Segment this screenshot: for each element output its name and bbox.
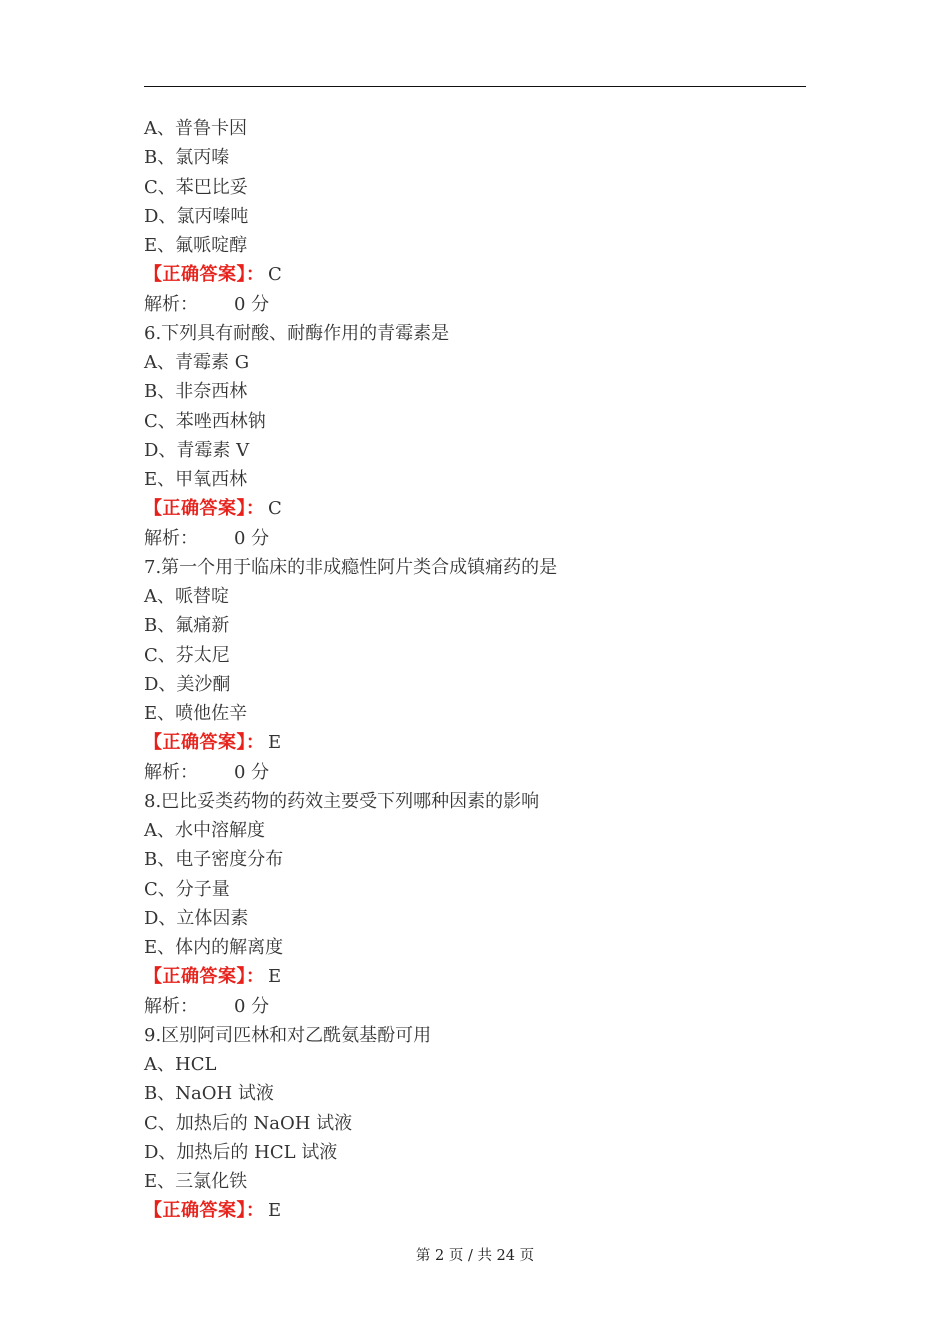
question-stem: 9.区别阿司匹林和对乙酰氨基酚可用 xyxy=(144,1024,432,1046)
correct-answer-line xyxy=(144,1196,806,1225)
correct-answer-colon: ： xyxy=(246,498,264,520)
correct-answer-label: 【正确答案】 xyxy=(144,732,246,754)
answer-option: E、喷他佐辛 xyxy=(144,703,248,724)
correct-answer-label: 【正确答案】 xyxy=(144,1200,246,1222)
answer-option: D、氯丙嗪吨 xyxy=(144,205,249,227)
analysis-score: 0 分 xyxy=(234,527,270,549)
correct-answer-colon: ： xyxy=(246,1200,264,1222)
answer-option: E、三氯化铁 xyxy=(144,1171,248,1192)
question-stem: 6.下列具有耐酸、耐酶作用的青霉素是 xyxy=(144,322,450,344)
answer-option: C、苯唑西林钠 xyxy=(144,410,266,432)
answer-option: A、HCL xyxy=(144,1054,217,1075)
question-content xyxy=(144,114,806,1226)
correct-answer-label: 【正确答案】 xyxy=(144,966,246,988)
correct-answer-value: C xyxy=(268,264,282,286)
answer-option: D、美沙酮 xyxy=(144,673,231,695)
page-footer: 第 2 页 / 共 24 页 xyxy=(415,1248,535,1264)
answer-option: C、芬太尼 xyxy=(144,644,230,666)
analysis-line xyxy=(144,992,806,1021)
analysis-line xyxy=(144,524,806,553)
correct-answer-value: C xyxy=(268,498,282,520)
analysis-label: 解析： xyxy=(144,995,198,1017)
answer-option: D、加热后的 HCL 试液 xyxy=(144,1141,338,1163)
answer-option: B、非奈西林 xyxy=(144,381,248,403)
answer-option: B、NaOH 试液 xyxy=(144,1083,274,1105)
correct-answer-line xyxy=(144,494,806,523)
correct-answer-line xyxy=(144,260,806,289)
analysis-label: 解析： xyxy=(144,761,198,783)
answer-option: A、哌替啶 xyxy=(144,586,229,607)
correct-answer-value: E xyxy=(268,966,282,988)
correct-answer-label: 【正确答案】 xyxy=(144,264,246,286)
correct-answer-label: 【正确答案】 xyxy=(144,498,246,520)
question-stem: 7.第一个用于临床的非成瘾性阿片类合成镇痛药的是 xyxy=(144,556,558,578)
answer-option: B、电子密度分布 xyxy=(144,849,284,871)
answer-option: A、青霉素 G xyxy=(144,352,250,373)
answer-option: E、体内的解离度 xyxy=(144,937,284,958)
analysis-score: 0 分 xyxy=(234,995,270,1017)
correct-answer-value: E xyxy=(268,732,282,754)
answer-option: D、青霉素 V xyxy=(144,439,250,461)
correct-answer-colon: ： xyxy=(246,732,264,754)
answer-option: D、立体因素 xyxy=(144,907,249,929)
correct-answer-colon: ： xyxy=(246,966,264,988)
correct-answer-line xyxy=(144,962,806,991)
answer-option: C、分子量 xyxy=(144,878,230,900)
correct-answer-colon: ： xyxy=(246,264,264,286)
answer-option: E、氟哌啶醇 xyxy=(144,235,248,256)
answer-option: C、加热后的 NaOH 试液 xyxy=(144,1112,353,1134)
header-rule xyxy=(144,86,806,87)
answer-option: A、水中溶解度 xyxy=(144,820,265,841)
correct-answer-value: E xyxy=(268,1200,282,1222)
analysis-score: 0 分 xyxy=(234,761,270,783)
analysis-score: 0 分 xyxy=(234,293,270,315)
answer-option: E、甲氧西林 xyxy=(144,469,248,490)
answer-option: C、苯巴比妥 xyxy=(144,176,248,198)
answer-option: B、氯丙嗪 xyxy=(144,147,230,169)
analysis-label: 解析： xyxy=(144,527,198,549)
analysis-label: 解析： xyxy=(144,293,198,315)
correct-answer-line xyxy=(144,728,806,757)
analysis-line xyxy=(144,758,806,787)
analysis-line xyxy=(144,290,806,319)
answer-option: A、普鲁卡因 xyxy=(144,118,247,139)
answer-option: B、氟痛新 xyxy=(144,615,230,637)
question-stem: 8.巴比妥类药物的药效主要受下列哪种因素的影响 xyxy=(144,790,540,812)
